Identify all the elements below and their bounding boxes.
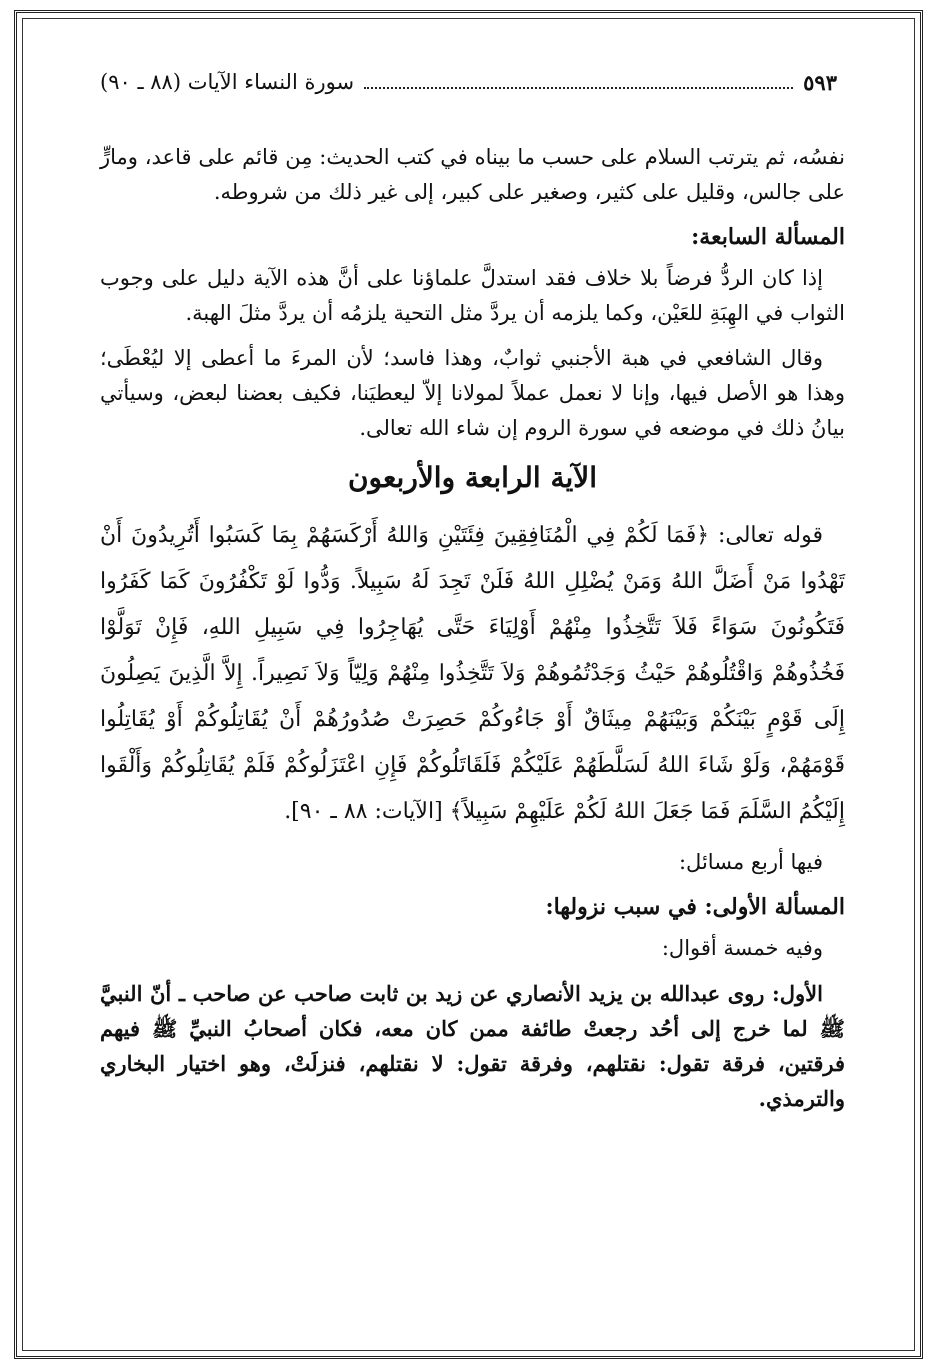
- heading-seventh-issue: المسألة السابعة:: [691, 224, 845, 250]
- paragraph-3: وقال الشافعي في هبة الأجنبي ثوابٌ، وهذا فاسد؛ لأن المرءَ ما أعطى إلا ليُعْطَى؛ وهذا هو الأصل فيها، وإنا لا نعمل عملاً لمولانا إلاّ ليعطيَنا، فكيف بعضنا لبعض، وسيأتي بيانُ ذلك في موضعه في سورة الروم إن شاء الله تعالى.: [100, 346, 845, 440]
- verse-paragraph: [100, 513, 845, 835]
- verse-intro: قوله تعالى:: [717, 523, 824, 548]
- heading-first-issue: المسألة الأولى: في سبب نزولها:: [545, 894, 845, 920]
- verse-reference: [الآيات: ٨٨ ـ ٩٠].: [284, 799, 443, 824]
- paragraph-1: نفسُه، ثم يترتب السلام على حسب ما بيناه في كتب الحديث: مِن قائم على قاعد، ومارٍّ على جالس، وقليل على كثير، وصغير على كبير، إلى غير ذلك من شروطه.: [100, 145, 845, 204]
- running-header: [100, 62, 837, 102]
- header-dot-leader: [364, 87, 793, 89]
- section-title: الآية الرابعة والأربعون: [347, 461, 598, 494]
- paragraph-2: إذا كان الردُّ فرضاً بلا خلاف فقد استدلَّ علماؤنا على أنَّ هذه الآية دليل على وجوب الثواب في الهِبَةِ للعَيْن، وكما يلزمه أن يردَّ مثل التحية يلزمُه أن يردَّ مثلَ الهبة.: [100, 266, 845, 325]
- quran-verse: ﴿فَمَا لَكُمْ فِي الْمُنَافِقِينَ فِئَتَيْنِ وَاللهُ أَرْكَسَهُمْ بِمَا كَسَبُوا أَتُرِيدُونَ أَنْ تَهْدُوا مَنْ أَضَلَّ اللهُ وَمَنْ يُضْلِلِ اللهُ فَلَنْ تَجِدَ لَهُ سَبِيلاً. وَدُّوا لَوْ تَكْفُرُونَ كَمَا كَفَرُوا فَتَكُونُونَ سَوَاءً فَلاَ تَتَّخِذُوا مِنْهُمْ أَوْلِيَاءَ حَتَّى يُهَاجِرُوا فِي سَبِيلِ اللهِ، فَإِنْ تَوَلَّوْا فَخُذُوهُمْ وَاقْتُلُوهُمْ حَيْثُ وَجَدْتُمُوهُمْ وَلاَ تَتَّخِذُوا مِنْهُمْ وَلِيّاً وَلاَ نَصِيراً. إِلاَّ الَّذِينَ يَصِلُونَ إِلَى قَوْمٍ بَيْنَكُمْ وَبَيْنَهُمْ مِيثَاقٌ أَوْ جَاءُوكُمْ حَصِرَتْ صُدُورُهُمْ أَنْ يُقَاتِلُوكُمْ أَوْ يُقَاتِلُوا قَوْمَهُمْ، وَلَوْ شَاءَ اللهُ لَسَلَّطَهُمْ عَلَيْكُمْ فَلَقَاتَلُوكُمْ فَإِنِ اعْتَزَلُوكُمْ فَلَمْ يُقَاتِلُوكُمْ وَأَلْقَوا إِلَيْكُمُ السَّلَمَ فَمَا جَعَلَ اللهُ لَكُمْ عَلَيْهِمْ سَبِيلاً﴾: [100, 523, 845, 824]
- paragraph-4: فيها أربع مسائل:: [678, 850, 823, 874]
- paragraph-5: وفيه خمسة أقوال:: [661, 936, 823, 960]
- page-number: ٥٩٣: [803, 69, 837, 95]
- header-title: سورة النساء الآيات (٨٨ ـ ٩٠): [100, 70, 355, 94]
- page-content: [100, 140, 845, 1126]
- paragraph-6: الأول: روى عبدالله بن يزيد الأنصاري عن زيد بن ثابت صاحب عن صاحب ـ أنّ النبيَّ ﷺ لما خرج إلى أحُد رجعتْ طائفة ممن كان معه، فكان أصحابُ النبيِّ ﷺ فيهم فرقتين، فرقة تقول: نقتلهم، وفرقة تقول: لا نقتلهم، فنزلَتْ، وهو اختيار البخاري والترمذي.: [100, 981, 845, 1111]
